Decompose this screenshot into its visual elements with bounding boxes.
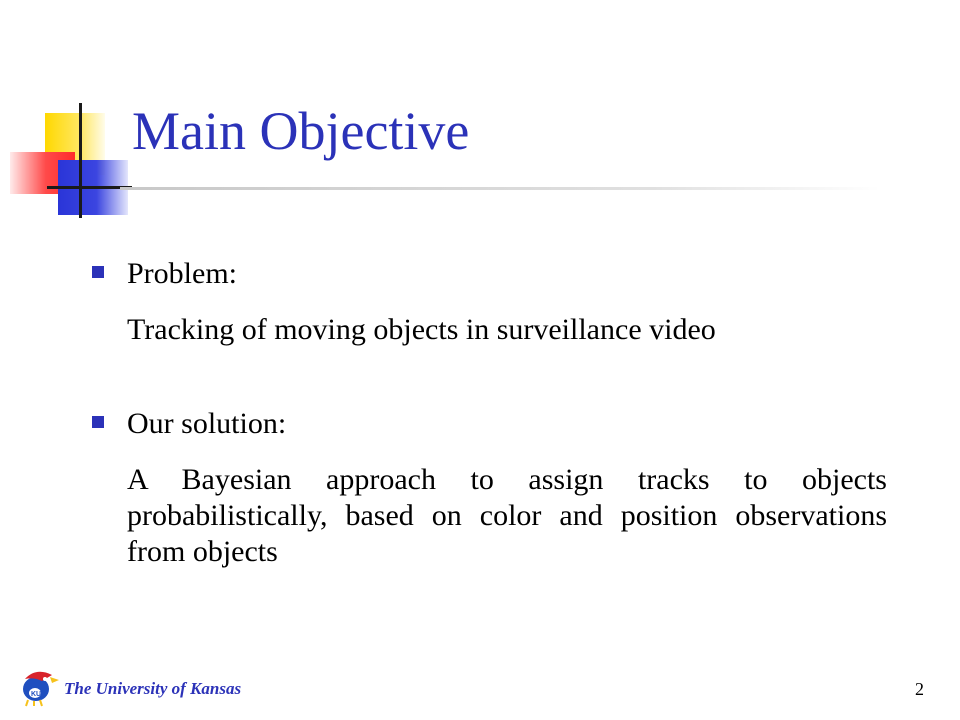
square-bullet-icon (92, 416, 104, 428)
bullet-text: A Bayesian approach to assign tracks to objects probabilistically, based on color and position observations from objects (127, 463, 887, 568)
slide-title: Main Objective (132, 101, 470, 161)
square-bullet-icon (92, 266, 104, 278)
decoration-vertical-line (79, 103, 82, 218)
bullet-item-solution (92, 406, 887, 442)
jayhawk-logo-icon (16, 665, 60, 707)
bullet-item-problem (92, 256, 887, 292)
bullet-text: Tracking of moving objects in surveillance video (127, 313, 716, 346)
bullet-label: Problem: (127, 257, 237, 290)
footer-university-name: The University of Kansas (64, 679, 242, 698)
slide-content (92, 256, 887, 570)
bullet-label: Our solution: (127, 407, 287, 440)
svg-text:KU: KU (31, 691, 42, 698)
title-underline (120, 187, 880, 190)
page-number: 2 (915, 679, 924, 699)
